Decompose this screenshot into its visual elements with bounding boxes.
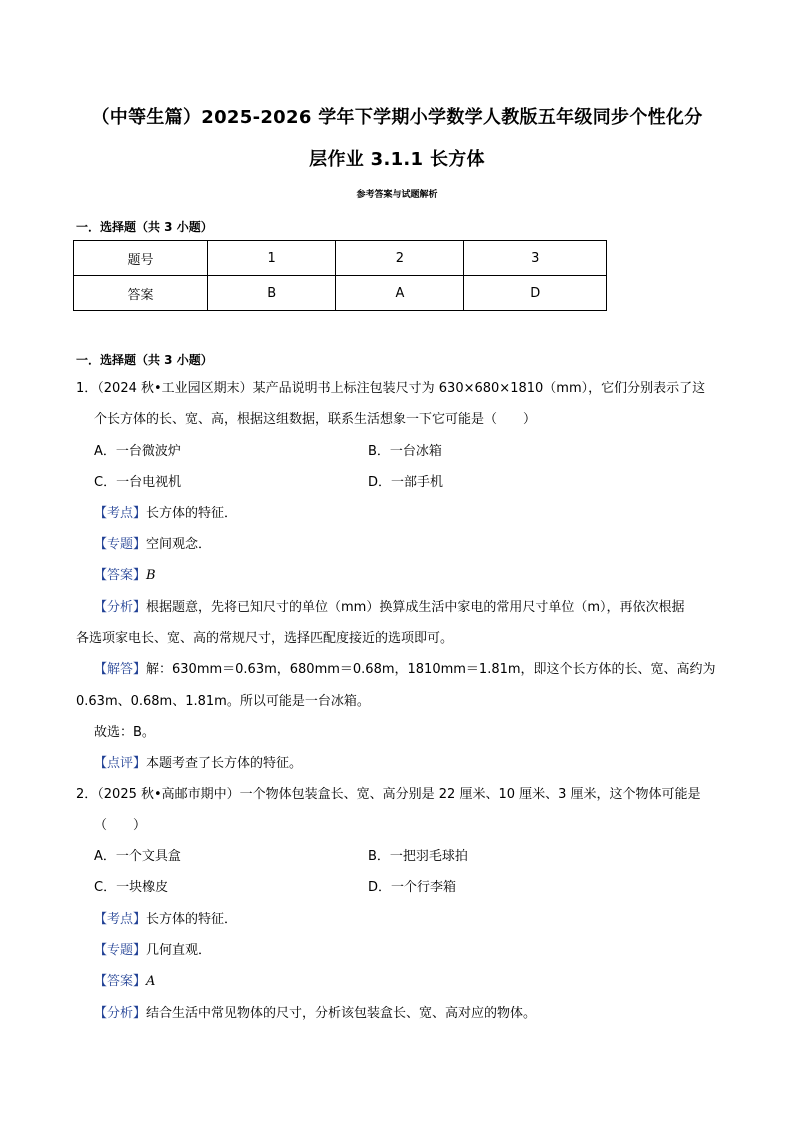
q1-zhuanti <box>94 537 211 553</box>
q2-kaodian <box>94 912 237 928</box>
table-cell: 1 <box>208 241 336 276</box>
document-title-line2: 层作业 3.1.1 长方体 <box>309 149 485 170</box>
q2-option-d: D．一个行李箱 <box>368 880 457 895</box>
q1-stem-line1: 1．（2024 秋•工业园区期末）某产品说明书上标注包装尺寸为 630×680×1810（mm），它们分别表示了这 <box>76 381 706 396</box>
jieda-text: 解：630mm＝0.63m，680mm＝0.68m，1810mm＝1.81m，即这个长方体的长、宽、高约为 <box>146 662 716 677</box>
document-subtitle: 参考答案与试题解析 <box>356 190 438 200</box>
q1-guxuan: 故选：B。 <box>94 725 155 740</box>
q1-fenxi-line2: 各选项家电长、宽、高的常规尺寸，选择匹配度接近的选项即可。 <box>76 631 454 646</box>
q2-option-a: A．一个文具盒 <box>94 849 181 864</box>
fenxi-tag: 【分析】 <box>94 1006 147 1021</box>
daan-text: A <box>146 974 156 989</box>
q1-kaodian <box>94 506 237 522</box>
kaodian-tag: 【考点】 <box>94 912 147 927</box>
q1-option-d: D．一部手机 <box>368 475 444 490</box>
q1-stem-line2: 个长方体的长、宽、高，根据这组数据，联系生活想象一下它可能是（ ） <box>94 412 537 427</box>
fenxi-text: 结合生活中常见物体的尺寸，分析该包装盒长、宽、高对应的物体。 <box>146 1006 537 1021</box>
table-cell: 2 <box>336 241 464 276</box>
table-cell: B <box>208 276 336 311</box>
kaodian-text: 长方体的特征． <box>146 912 238 927</box>
q1-jieda-line2: 0.63m、0.68m、1.81m。所以可能是一台冰箱。 <box>76 694 370 709</box>
q2-stem-line1: 2．（2025 秋•高邮市期中）一个物体包装盒长、宽、高分别是 22 厘米、10 厘米、3 厘米，这个物体可能是 <box>76 787 701 802</box>
daan-tag: 【答案】 <box>94 568 147 583</box>
table-cell: 题号 <box>74 241 208 276</box>
jieda-tag: 【解答】 <box>94 662 147 677</box>
zhuanti-tag: 【专题】 <box>94 537 147 552</box>
dianping-tag: 【点评】 <box>94 756 147 771</box>
q1-option-a: A．一台微波炉 <box>94 444 181 459</box>
table-row <box>74 276 607 311</box>
table-cell: 3 <box>464 241 607 276</box>
zhuanti-text: 空间观念． <box>146 537 212 552</box>
table-cell: D <box>464 276 607 311</box>
answer-table <box>73 240 607 311</box>
table-row <box>74 241 607 276</box>
q1-jieda-line1 <box>94 662 716 678</box>
q1-option-c: C．一台电视机 <box>94 475 182 490</box>
fenxi-text: 根据题意，先将已知尺寸的单位（mm）换算成生活中家电的常用尺寸单位（m），再依次根据 <box>146 600 685 615</box>
table-cell: A <box>336 276 464 311</box>
table-cell: 答案 <box>74 276 208 311</box>
q2-option-b: B．一把羽毛球拍 <box>368 849 468 864</box>
dianping-text: 本题考查了长方体的特征。 <box>146 756 303 771</box>
document-title-line1: （中等生篇）2025-2026 学年下学期小学数学人教版五年级同步个性化分 <box>91 107 703 128</box>
zhuanti-text: 几何直观． <box>146 943 212 958</box>
zhuanti-tag: 【专题】 <box>94 943 147 958</box>
q2-option-c: C．一块橡皮 <box>94 880 169 895</box>
daan-text: B <box>146 568 156 583</box>
q1-daan <box>94 568 156 584</box>
q2-fenxi <box>94 1006 536 1022</box>
daan-tag: 【答案】 <box>94 974 147 989</box>
q2-zhuanti <box>94 943 211 959</box>
section-heading-answers: 一．选择题（共 3 小题） <box>76 220 213 234</box>
q1-fenxi-line1 <box>94 600 685 616</box>
q2-daan <box>94 974 155 990</box>
section-heading-questions: 一．选择题（共 3 小题） <box>76 353 213 367</box>
q2-stem-line2: （ ） <box>94 818 147 833</box>
kaodian-text: 长方体的特征． <box>146 506 238 521</box>
q1-dianping <box>94 756 302 772</box>
q1-option-b: B．一台冰箱 <box>368 444 442 459</box>
fenxi-tag: 【分析】 <box>94 600 147 615</box>
kaodian-tag: 【考点】 <box>94 506 147 521</box>
